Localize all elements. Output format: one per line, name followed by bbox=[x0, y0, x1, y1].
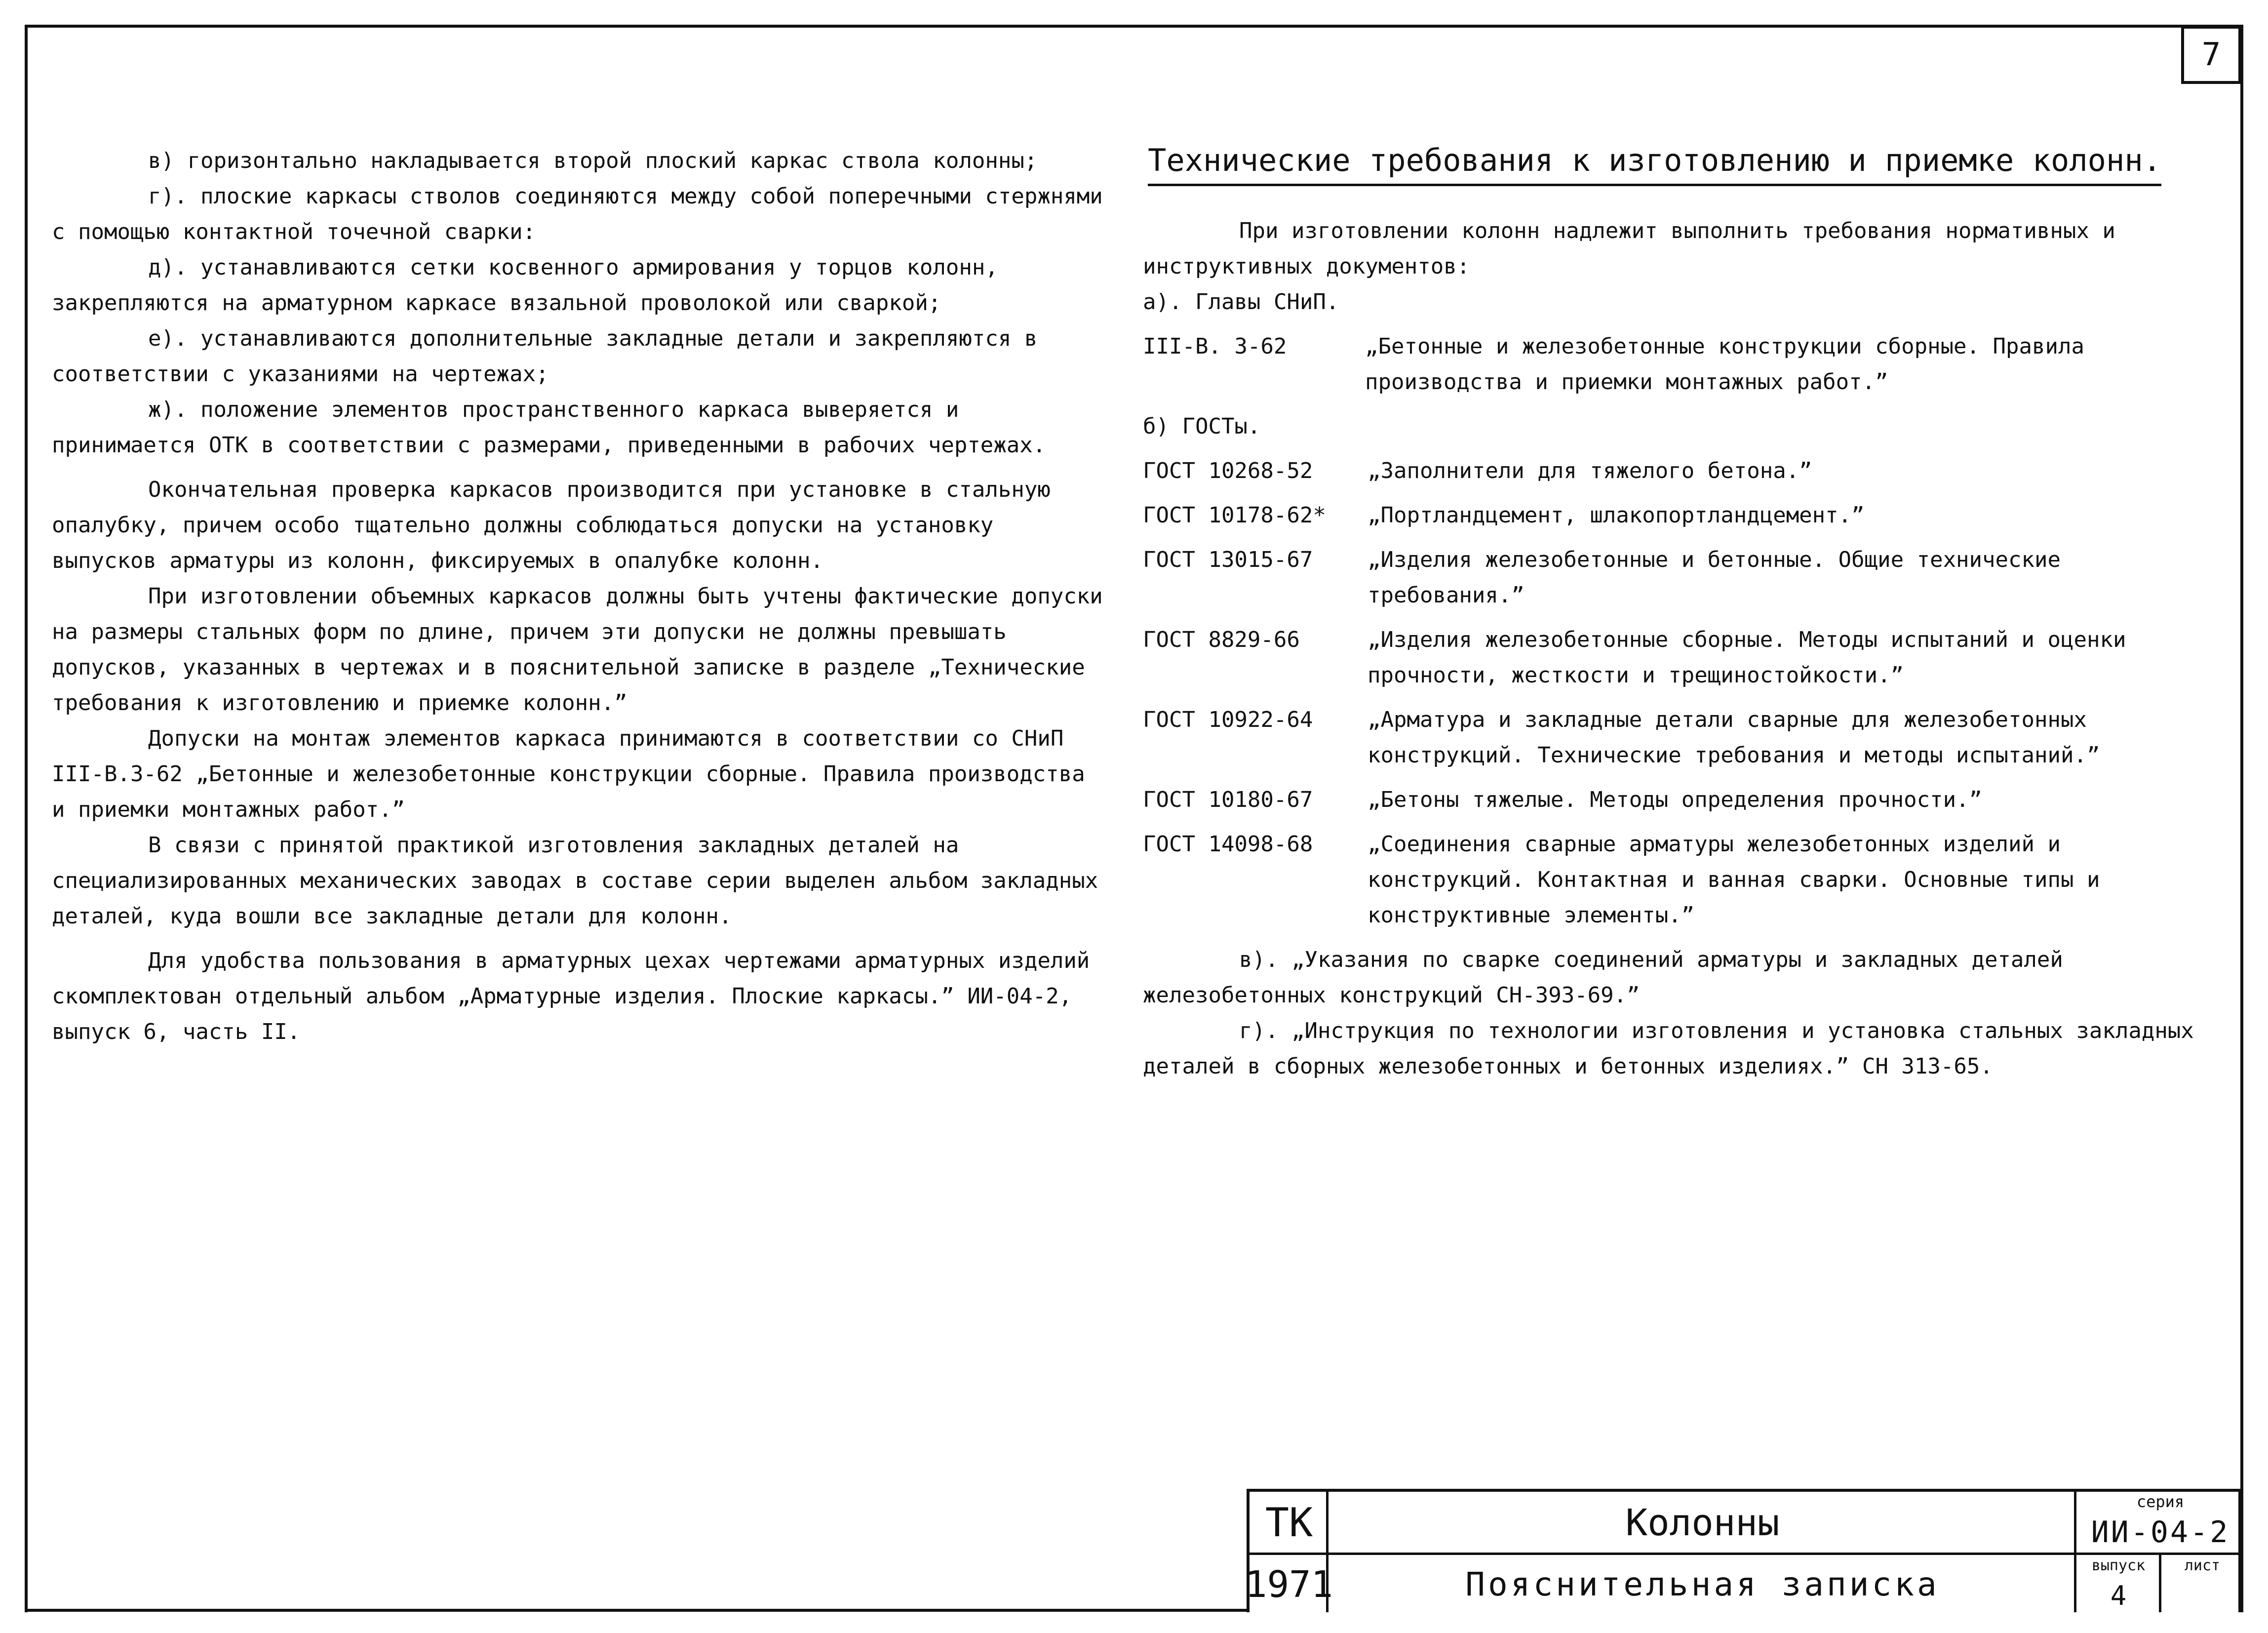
right-column bbox=[1143, 138, 2229, 1084]
gost-label: б) ГОСТы. bbox=[1143, 414, 1261, 439]
gost-code: ГОСТ 8829-66 bbox=[1143, 627, 1300, 652]
series-label: серия bbox=[2136, 1492, 2185, 1511]
gost-code: ГОСТ 10922-64 bbox=[1143, 707, 1313, 732]
gost-code: ГОСТ 10178-62* bbox=[1143, 503, 1326, 528]
gost-code: ГОСТ 10268-52 bbox=[1143, 458, 1313, 483]
drawing-subtitle: Пояснительная записка bbox=[1465, 1565, 1940, 1603]
sheet-label: лист bbox=[2184, 1556, 2221, 1574]
gost-title: „Соединения сварные арматуры железобетонных изделий и конструкций. Контактная и ванная сварки. Основные типы и конструктивные элементы.” bbox=[1368, 832, 2100, 928]
paragraph-g: г). плоские каркасы стволов соединяются между собой поперечными стержнями с помощью контактной точечной сварки: bbox=[52, 184, 1103, 244]
year: 1971 bbox=[1245, 1563, 1333, 1606]
frame-bottom-line bbox=[25, 1609, 1249, 1612]
gost-title: „Заполнители для тяжелого бетона.” bbox=[1368, 458, 1812, 483]
snip-title: „Бетонные и железобетонные конструкции сборные. Правила производства и приемки монтажных работ.” bbox=[1365, 334, 2084, 395]
gost-entry bbox=[1143, 782, 2229, 818]
drawing-title: Колонны bbox=[1625, 1501, 1780, 1544]
issue-value: 4 bbox=[2110, 1580, 2127, 1611]
embedded-parts-instruction: г). „Инструкция по технологии изготовления и установка стальных закладных деталей в сборных железобетонных и бетонных изделиях.” СН 313-65. bbox=[1143, 1018, 2194, 1079]
left-column bbox=[52, 143, 1106, 1050]
gost-title: „Изделия железобетонные и бетонные. Общие технические требования.” bbox=[1368, 547, 2061, 608]
gost-entry bbox=[1143, 453, 2229, 489]
gost-entry bbox=[1143, 498, 2229, 533]
snip-entry bbox=[1143, 329, 2229, 400]
paragraph-zh: ж). положение элементов пространственного каркаса выверяется и принимается ОТК в соответствии с размерами, приведенными в рабочих чертежах. bbox=[52, 397, 1046, 458]
snip-code: III-В. 3-62 bbox=[1143, 334, 1287, 359]
issue-label: выпуск bbox=[2091, 1556, 2146, 1574]
paragraph-tolerances: При изготовлении объемных каркасов должны быть учтены фактические допуски на размеры стальных форм по длине, причем эти допуски не должны превышать допусков, указанных в чертежах и в пояснительной записке в разделе „Технические требования к изготовлению и приемке колонн.” bbox=[52, 584, 1103, 716]
gost-code: ГОСТ 10180-67 bbox=[1143, 787, 1313, 812]
gost-title: „Арматура и закладные детали сварные для железобетонных конструкций. Технические требования и методы испытаний.” bbox=[1368, 707, 2100, 768]
welding-instructions: в). „Указания по сварке соединений арматуры и закладных деталей железобетонных конструкций СН-393-69.” bbox=[1143, 947, 2063, 1008]
paragraph-album: Для удобства пользования в арматурных цехах чертежами арматурных изделий скомплектован отдельный альбом „Арматурные изделия. Плоские каркасы.” ИИ-04-2, выпуск 6, часть II. bbox=[52, 948, 1090, 1044]
series-value: ИИ-04-2 bbox=[2091, 1514, 2230, 1550]
paragraph-v: в) горизонтально накладывается второй плоский каркас ствола колонны; bbox=[148, 148, 1038, 173]
paragraph-d: д). устанавливаются сетки косвенного армирования у торцов колонн, закрепляются на арматурном каркасе вязальной проволокой или сваркой; bbox=[52, 255, 998, 316]
gost-entry bbox=[1143, 542, 2229, 613]
organization-code: ТК bbox=[1265, 1500, 1313, 1546]
gost-entry bbox=[1143, 827, 2229, 933]
paragraph-e: е). устанавливаются дополнительные закладные детали и закрепляются в соответствии с указаниями на чертежах; bbox=[52, 326, 1038, 387]
gost-entry bbox=[1143, 622, 2229, 693]
gost-title: „Изделия железобетонные сборные. Методы испытаний и оценки прочности, жесткости и трещиностойкости.” bbox=[1368, 627, 2126, 688]
paragraph-assembly: Допуски на монтаж элементов каркаса принимаются в соответствии со СНиП III-В.3-62 „Бетонные и железобетонные конструкции сборные. Правила производства и приемки монтажных работ.” bbox=[52, 726, 1085, 822]
requirements-heading: Технические требования к изготовлению и приемке колонн. bbox=[1148, 138, 2161, 186]
gost-code: ГОСТ 14098-68 bbox=[1143, 832, 1313, 857]
snip-label: а). Главы СНиП. bbox=[1143, 289, 1339, 315]
gost-entry bbox=[1143, 702, 2229, 773]
title-block bbox=[1247, 1489, 2241, 1612]
requirements-intro: При изготовлении колонн надлежит выполнить требования нормативных и инструктивных документов: bbox=[1143, 218, 2115, 279]
paragraph-final-check: Окончательная проверка каркасов производится при установке в стальную опалубку, причем особо тщательно должны соблюдаться допуски на установку выпусков арматуры из колонн, фиксируемых в опалубке колонн. bbox=[52, 477, 1051, 573]
gost-title: „Портландцемент, шлакопортландцемент.” bbox=[1368, 503, 1865, 528]
paragraph-embedded-parts: В связи с принятой практикой изготовления закладных деталей на специализированных механических заводах в составе серии выделен альбом закладных деталей, куда вошли все закладные детали для колонн. bbox=[52, 833, 1098, 929]
sheet-number: 7 bbox=[2181, 26, 2241, 84]
gost-title: „Бетоны тяжелые. Методы определения прочности.” bbox=[1368, 787, 1983, 812]
gost-code: ГОСТ 13015-67 bbox=[1143, 547, 1313, 572]
